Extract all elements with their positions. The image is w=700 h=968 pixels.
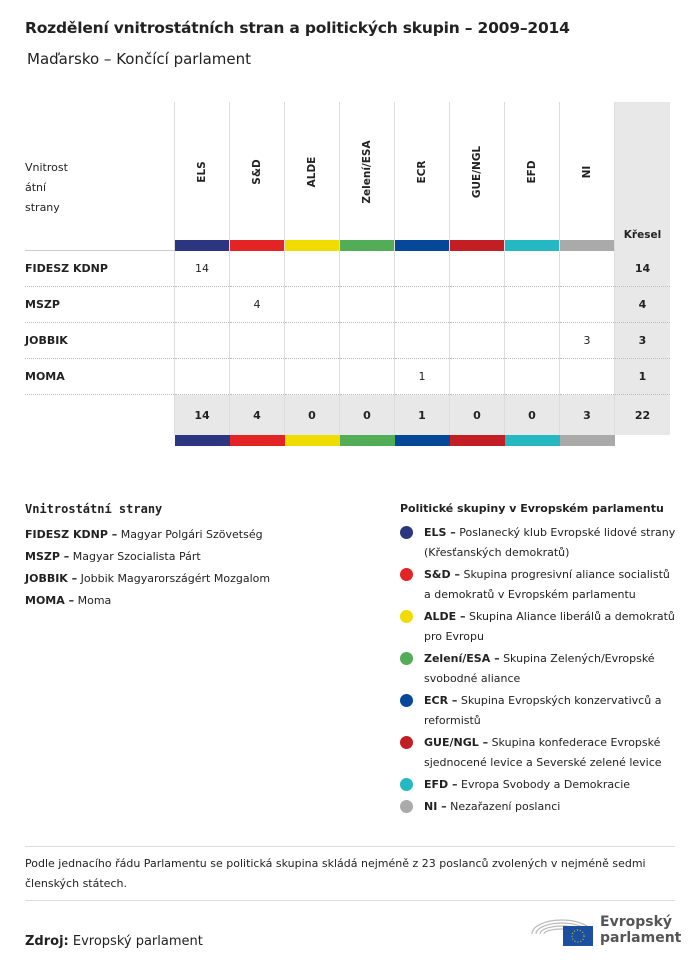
seat-cell — [560, 251, 615, 287]
table-row — [25, 323, 670, 359]
group-color-bar — [340, 240, 394, 251]
group-color-bar — [395, 435, 450, 446]
group-color-dot-icon — [400, 800, 413, 813]
seat-cell — [285, 323, 340, 359]
seat-cell — [450, 323, 505, 359]
group-color-bar — [340, 435, 395, 446]
group-full-name: Skupina Aliance liberálů a demokratů pro Evropu — [424, 610, 675, 643]
seat-cell — [450, 359, 505, 395]
row-header-text: strany — [25, 201, 60, 214]
seat-cell — [340, 359, 395, 395]
group-label: S&D — [251, 159, 263, 185]
party-legend-item — [25, 568, 365, 590]
party-legend-item — [25, 546, 365, 568]
group-abbr: S&D – — [424, 568, 460, 581]
group-total: 14 — [175, 395, 230, 436]
seats-header — [615, 102, 671, 251]
group-color-bar — [505, 240, 559, 251]
blank — [615, 435, 671, 446]
divider — [25, 900, 675, 901]
party-full-name: Moma — [77, 594, 112, 607]
group-full-name: Skupina progresivní aliance socialistů a demokratů v Evropském parlamentu — [424, 568, 670, 601]
group-color-dot-icon — [400, 526, 413, 539]
logo-text: parlament — [600, 930, 682, 946]
party-abbr: FIDESZ KDNP – — [25, 528, 118, 541]
group-total: 1 — [395, 395, 450, 436]
group-legend-item — [400, 775, 680, 795]
seat-cell — [340, 287, 395, 323]
group-color-dot-icon — [400, 736, 413, 749]
group-header — [230, 102, 285, 251]
group-label: ALDE — [306, 156, 318, 188]
group-color-bar — [395, 240, 449, 251]
group-color-bar — [560, 240, 614, 251]
group-color-bar — [505, 435, 560, 446]
footnote: Podle jednacího řádu Parlamentu se politická skupina skládá nejméně z 23 poslanců zvolených v nejméně sedmi členských státech. — [25, 857, 646, 890]
group-header — [285, 102, 340, 251]
group-header — [450, 102, 505, 251]
group-full-name: Poslanecký klub Evropské lidové strany (Křesťanských demokratů) — [424, 526, 676, 559]
seat-cell — [285, 251, 340, 287]
row-header-text: Vnitrost — [25, 161, 68, 174]
group-legend-title: Politické skupiny v Evropském parlamentu — [400, 502, 664, 515]
divider — [25, 846, 675, 847]
group-color-dot-icon — [400, 568, 413, 581]
seat-cell — [230, 323, 285, 359]
party-full-name: Magyar Szocialista Párt — [72, 550, 201, 563]
party-legend-item — [25, 524, 365, 546]
seat-cell — [175, 323, 230, 359]
group-full-name: Skupina konfederace Evropské sjednocené levice a Severské zelené levice — [424, 736, 662, 769]
blank — [25, 435, 175, 446]
group-abbr: ALDE – — [424, 610, 466, 623]
seat-cell — [230, 359, 285, 395]
row-total: 1 — [615, 359, 671, 395]
row-header — [25, 102, 175, 251]
group-legend-item — [400, 797, 680, 817]
row-total: 3 — [615, 323, 671, 359]
hemicycle-icon — [530, 910, 594, 948]
group-total: 0 — [285, 395, 340, 436]
party-abbr: JOBBIK – — [25, 572, 78, 585]
seat-cell — [560, 287, 615, 323]
party-abbr: MOMA – — [25, 594, 75, 607]
seat-cell: 1 — [395, 359, 450, 395]
group-legend — [400, 502, 680, 819]
group-label: GUE/NGL — [471, 145, 483, 199]
group-total: 0 — [450, 395, 505, 436]
group-full-name: Skupina Zelených/Evropské svobodné aliance — [424, 652, 655, 685]
party-name: FIDESZ KDNP — [25, 251, 175, 287]
group-legend-item — [400, 607, 680, 647]
seat-cell — [560, 359, 615, 395]
group-color-bar — [560, 435, 615, 446]
chart-title: Rozdělení vnitrostátních stran a politických skupin – 2009–2014 — [25, 19, 570, 37]
group-total: 0 — [505, 395, 560, 436]
seat-cell — [450, 251, 505, 287]
group-full-name: Evropa Svobody a Demokracie — [461, 778, 631, 791]
group-color-bar — [175, 435, 230, 446]
party-name: JOBBIK — [25, 323, 175, 359]
group-legend-item — [400, 649, 680, 689]
seat-cell — [175, 359, 230, 395]
group-full-name: Nezařazení poslanci — [450, 800, 561, 813]
group-total: 0 — [340, 395, 395, 436]
group-color-bar — [450, 240, 504, 251]
group-abbr: ECR – — [424, 694, 458, 707]
seat-cell — [230, 251, 285, 287]
group-label: NI — [581, 165, 593, 179]
source — [25, 934, 203, 949]
group-legend-item — [400, 523, 680, 563]
party-legend-item — [25, 590, 365, 612]
group-label: ECR — [416, 160, 428, 184]
seat-table — [25, 102, 670, 446]
seat-cell — [340, 251, 395, 287]
totals-row — [25, 395, 670, 436]
group-color-bar — [285, 435, 340, 446]
group-total: 3 — [560, 395, 615, 436]
group-color-bar — [230, 435, 285, 446]
seat-cell — [395, 323, 450, 359]
group-header — [505, 102, 560, 251]
group-color-dot-icon — [400, 778, 413, 791]
table-row — [25, 287, 670, 323]
party-name: MOMA — [25, 359, 175, 395]
group-legend-item — [400, 733, 680, 773]
group-color-bar — [175, 240, 229, 251]
group-legend-item — [400, 691, 680, 731]
seat-cell: 4 — [230, 287, 285, 323]
group-header — [175, 102, 230, 251]
seats-header-label: Křesel — [623, 228, 662, 241]
seat-cell — [285, 359, 340, 395]
party-full-name: Jobbik Magyarországért Mozgalom — [80, 572, 271, 585]
chart-subtitle: Maďarsko – Končící parlament — [27, 50, 252, 68]
group-color-bar — [450, 435, 505, 446]
group-header — [395, 102, 450, 251]
group-color-bar — [285, 240, 339, 251]
table-row — [25, 359, 670, 395]
logo-text: Evropský — [600, 914, 673, 930]
row-header-text: átní — [25, 181, 47, 194]
group-abbr: Zelení/ESA – — [424, 652, 500, 665]
seat-cell — [505, 251, 560, 287]
group-label: EFD — [526, 160, 538, 184]
seat-cell — [285, 287, 340, 323]
row-total: 14 — [615, 251, 671, 287]
group-legend-item — [400, 565, 680, 605]
party-full-name: Magyar Polgári Szövetség — [120, 528, 263, 541]
party-legend — [25, 502, 365, 612]
group-color-dot-icon — [400, 694, 413, 707]
group-header — [340, 102, 395, 251]
group-header — [560, 102, 615, 251]
group-total: 4 — [230, 395, 285, 436]
group-label: Zelení/ESA — [361, 140, 373, 204]
seat-cell: 14 — [175, 251, 230, 287]
party-abbr: MSZP – — [25, 550, 70, 563]
seat-cell — [395, 287, 450, 323]
seat-cell — [505, 323, 560, 359]
seat-cell — [395, 251, 450, 287]
group-full-name: Skupina Evropských konzervativců a reformistů — [424, 694, 662, 727]
seat-cell — [450, 287, 505, 323]
seat-cell — [505, 287, 560, 323]
source-label: Zdroj: — [25, 934, 69, 949]
group-color-dot-icon — [400, 610, 413, 623]
seat-cell — [505, 359, 560, 395]
group-label: ELS — [196, 161, 208, 183]
source-name: Evropský parlament — [72, 934, 203, 949]
group-color-bar — [230, 240, 284, 251]
seat-cell: 3 — [560, 323, 615, 359]
group-abbr: ELS – — [424, 526, 456, 539]
group-abbr: NI – — [424, 800, 447, 813]
seat-cell — [175, 287, 230, 323]
party-name: MSZP — [25, 287, 175, 323]
seat-cell — [340, 323, 395, 359]
group-color-dot-icon — [400, 652, 413, 665]
grand-total: 22 — [615, 395, 671, 436]
group-abbr: GUE/NGL – — [424, 736, 489, 749]
group-abbr: EFD – — [424, 778, 458, 791]
ep-logo — [530, 910, 680, 950]
blank — [25, 395, 175, 436]
row-total: 4 — [615, 287, 671, 323]
table-row — [25, 251, 670, 287]
party-legend-title: Vnitrostátní strany — [25, 502, 163, 516]
